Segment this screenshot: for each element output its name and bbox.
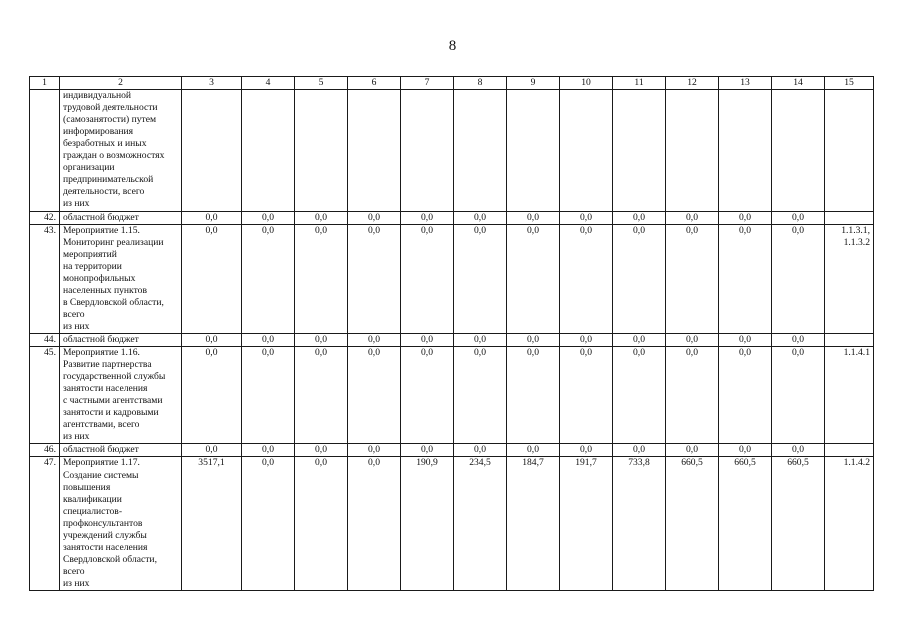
target-ref bbox=[825, 444, 874, 457]
budget-table bbox=[29, 76, 874, 591]
row-name: областной бюджет bbox=[60, 333, 182, 346]
value-cell: 0,0 bbox=[454, 444, 507, 457]
value-cell: 0,0 bbox=[666, 444, 719, 457]
value-cell: 0,0 bbox=[454, 211, 507, 224]
value-cell: 0,0 bbox=[348, 444, 401, 457]
value-cell: 0,0 bbox=[719, 224, 772, 333]
value-cell: 0,0 bbox=[772, 347, 825, 444]
value-cell: 0,0 bbox=[401, 211, 454, 224]
row-name: Мероприятие 1.15. Мониторинг реализации мероприятий на территории монопрофильных населенных пунктов в Свердловской области, всего из них bbox=[60, 224, 182, 333]
value-cell: 0,0 bbox=[295, 333, 348, 346]
value-cell: 660,5 bbox=[772, 457, 825, 591]
value-cell: 0,0 bbox=[348, 224, 401, 333]
value-cell: 0,0 bbox=[348, 457, 401, 591]
value-cell bbox=[719, 90, 772, 211]
column-header: 14 bbox=[772, 77, 825, 90]
value-cell bbox=[295, 90, 348, 211]
target-ref bbox=[825, 211, 874, 224]
value-cell: 0,0 bbox=[454, 333, 507, 346]
value-cell: 0,0 bbox=[182, 347, 242, 444]
value-cell: 0,0 bbox=[507, 333, 560, 346]
row-name: областной бюджет bbox=[60, 211, 182, 224]
column-header: 4 bbox=[242, 77, 295, 90]
value-cell bbox=[772, 90, 825, 211]
column-header: 2 bbox=[60, 77, 182, 90]
row-number: 43. bbox=[30, 224, 60, 333]
value-cell bbox=[666, 90, 719, 211]
table-row bbox=[30, 90, 874, 211]
value-cell: 0,0 bbox=[295, 224, 348, 333]
value-cell: 0,0 bbox=[295, 457, 348, 591]
value-cell: 0,0 bbox=[719, 333, 772, 346]
column-header: 1 bbox=[30, 77, 60, 90]
value-cell: 0,0 bbox=[772, 444, 825, 457]
column-header: 7 bbox=[401, 77, 454, 90]
row-name: индивидуальной трудовой деятельности (самозанятости) путем информирования безработных и иных граждан о возможностях организации предпринимательской деятельности, всего из них bbox=[60, 90, 182, 211]
value-cell: 0,0 bbox=[242, 444, 295, 457]
value-cell: 0,0 bbox=[772, 333, 825, 346]
table-row bbox=[30, 444, 874, 457]
column-header: 15 bbox=[825, 77, 874, 90]
value-cell: 0,0 bbox=[242, 457, 295, 591]
value-cell: 0,0 bbox=[401, 224, 454, 333]
table-row bbox=[30, 211, 874, 224]
value-cell: 0,0 bbox=[401, 444, 454, 457]
row-number: 46. bbox=[30, 444, 60, 457]
value-cell: 0,0 bbox=[348, 347, 401, 444]
value-cell: 0,0 bbox=[454, 224, 507, 333]
table-row bbox=[30, 457, 874, 591]
value-cell: 0,0 bbox=[507, 211, 560, 224]
value-cell: 0,0 bbox=[507, 224, 560, 333]
value-cell: 0,0 bbox=[666, 211, 719, 224]
table-row bbox=[30, 347, 874, 444]
value-cell: 0,0 bbox=[295, 347, 348, 444]
value-cell: 0,0 bbox=[719, 444, 772, 457]
value-cell bbox=[560, 90, 613, 211]
value-cell: 0,0 bbox=[507, 444, 560, 457]
row-name: Мероприятие 1.17. Создание системы повышения квалификации специалистов- профконсультантов учреждений службы занятости населения Свердловской области, всего из них bbox=[60, 457, 182, 591]
column-header: 3 bbox=[182, 77, 242, 90]
table-row bbox=[30, 224, 874, 333]
value-cell bbox=[454, 90, 507, 211]
value-cell: 733,8 bbox=[613, 457, 666, 591]
value-cell bbox=[348, 90, 401, 211]
value-cell: 234,5 bbox=[454, 457, 507, 591]
page-number: 8 bbox=[448, 38, 457, 54]
value-cell: 0,0 bbox=[560, 224, 613, 333]
target-ref: 1.1.4.1 bbox=[825, 347, 874, 444]
column-header: 11 bbox=[613, 77, 666, 90]
value-cell: 0,0 bbox=[613, 333, 666, 346]
value-cell: 0,0 bbox=[242, 347, 295, 444]
value-cell: 0,0 bbox=[242, 333, 295, 346]
value-cell: 0,0 bbox=[295, 444, 348, 457]
column-header: 10 bbox=[560, 77, 613, 90]
value-cell: 191,7 bbox=[560, 457, 613, 591]
table-body bbox=[30, 77, 874, 591]
value-cell: 0,0 bbox=[719, 211, 772, 224]
value-cell: 0,0 bbox=[560, 444, 613, 457]
value-cell: 0,0 bbox=[182, 333, 242, 346]
value-cell: 0,0 bbox=[182, 444, 242, 457]
value-cell: 0,0 bbox=[560, 347, 613, 444]
target-ref bbox=[825, 90, 874, 211]
value-cell: 0,0 bbox=[560, 333, 613, 346]
value-cell: 0,0 bbox=[719, 347, 772, 444]
value-cell: 0,0 bbox=[613, 211, 666, 224]
value-cell: 0,0 bbox=[242, 211, 295, 224]
row-number: 45. bbox=[30, 347, 60, 444]
value-cell: 0,0 bbox=[348, 211, 401, 224]
value-cell: 0,0 bbox=[666, 224, 719, 333]
column-header: 13 bbox=[719, 77, 772, 90]
table-row bbox=[30, 333, 874, 346]
value-cell: 0,0 bbox=[348, 333, 401, 346]
value-cell: 190,9 bbox=[401, 457, 454, 591]
column-header: 12 bbox=[666, 77, 719, 90]
value-cell bbox=[613, 90, 666, 211]
value-cell: 0,0 bbox=[182, 224, 242, 333]
column-header: 5 bbox=[295, 77, 348, 90]
column-header: 6 bbox=[348, 77, 401, 90]
target-ref: 1.1.4.2 bbox=[825, 457, 874, 591]
target-ref bbox=[825, 333, 874, 346]
value-cell: 0,0 bbox=[507, 347, 560, 444]
value-cell bbox=[401, 90, 454, 211]
header-row bbox=[30, 77, 874, 90]
column-header: 9 bbox=[507, 77, 560, 90]
column-header: 8 bbox=[454, 77, 507, 90]
value-cell bbox=[507, 90, 560, 211]
value-cell: 0,0 bbox=[613, 224, 666, 333]
value-cell bbox=[242, 90, 295, 211]
value-cell bbox=[182, 90, 242, 211]
value-cell: 0,0 bbox=[401, 347, 454, 444]
value-cell: 0,0 bbox=[182, 211, 242, 224]
value-cell: 0,0 bbox=[666, 347, 719, 444]
value-cell: 660,5 bbox=[719, 457, 772, 591]
row-number: 42. bbox=[30, 211, 60, 224]
row-name: Мероприятие 1.16. Развитие партнерства государственной службы занятости населения с частными агентствами занятости и кадровыми агентствами, всего из них bbox=[60, 347, 182, 444]
value-cell: 0,0 bbox=[401, 333, 454, 346]
value-cell: 0,0 bbox=[772, 211, 825, 224]
value-cell: 0,0 bbox=[613, 444, 666, 457]
value-cell: 660,5 bbox=[666, 457, 719, 591]
value-cell: 0,0 bbox=[560, 211, 613, 224]
value-cell: 0,0 bbox=[613, 347, 666, 444]
value-cell: 0,0 bbox=[242, 224, 295, 333]
row-name: областной бюджет bbox=[60, 444, 182, 457]
value-cell: 3517,1 bbox=[182, 457, 242, 591]
value-cell: 0,0 bbox=[454, 347, 507, 444]
value-cell: 0,0 bbox=[666, 333, 719, 346]
value-cell: 184,7 bbox=[507, 457, 560, 591]
value-cell: 0,0 bbox=[295, 211, 348, 224]
row-number: 44. bbox=[30, 333, 60, 346]
row-number: 47. bbox=[30, 457, 60, 591]
row-number bbox=[30, 90, 60, 211]
value-cell: 0,0 bbox=[772, 224, 825, 333]
target-ref: 1.1.3.1, 1.1.3.2 bbox=[825, 224, 874, 333]
